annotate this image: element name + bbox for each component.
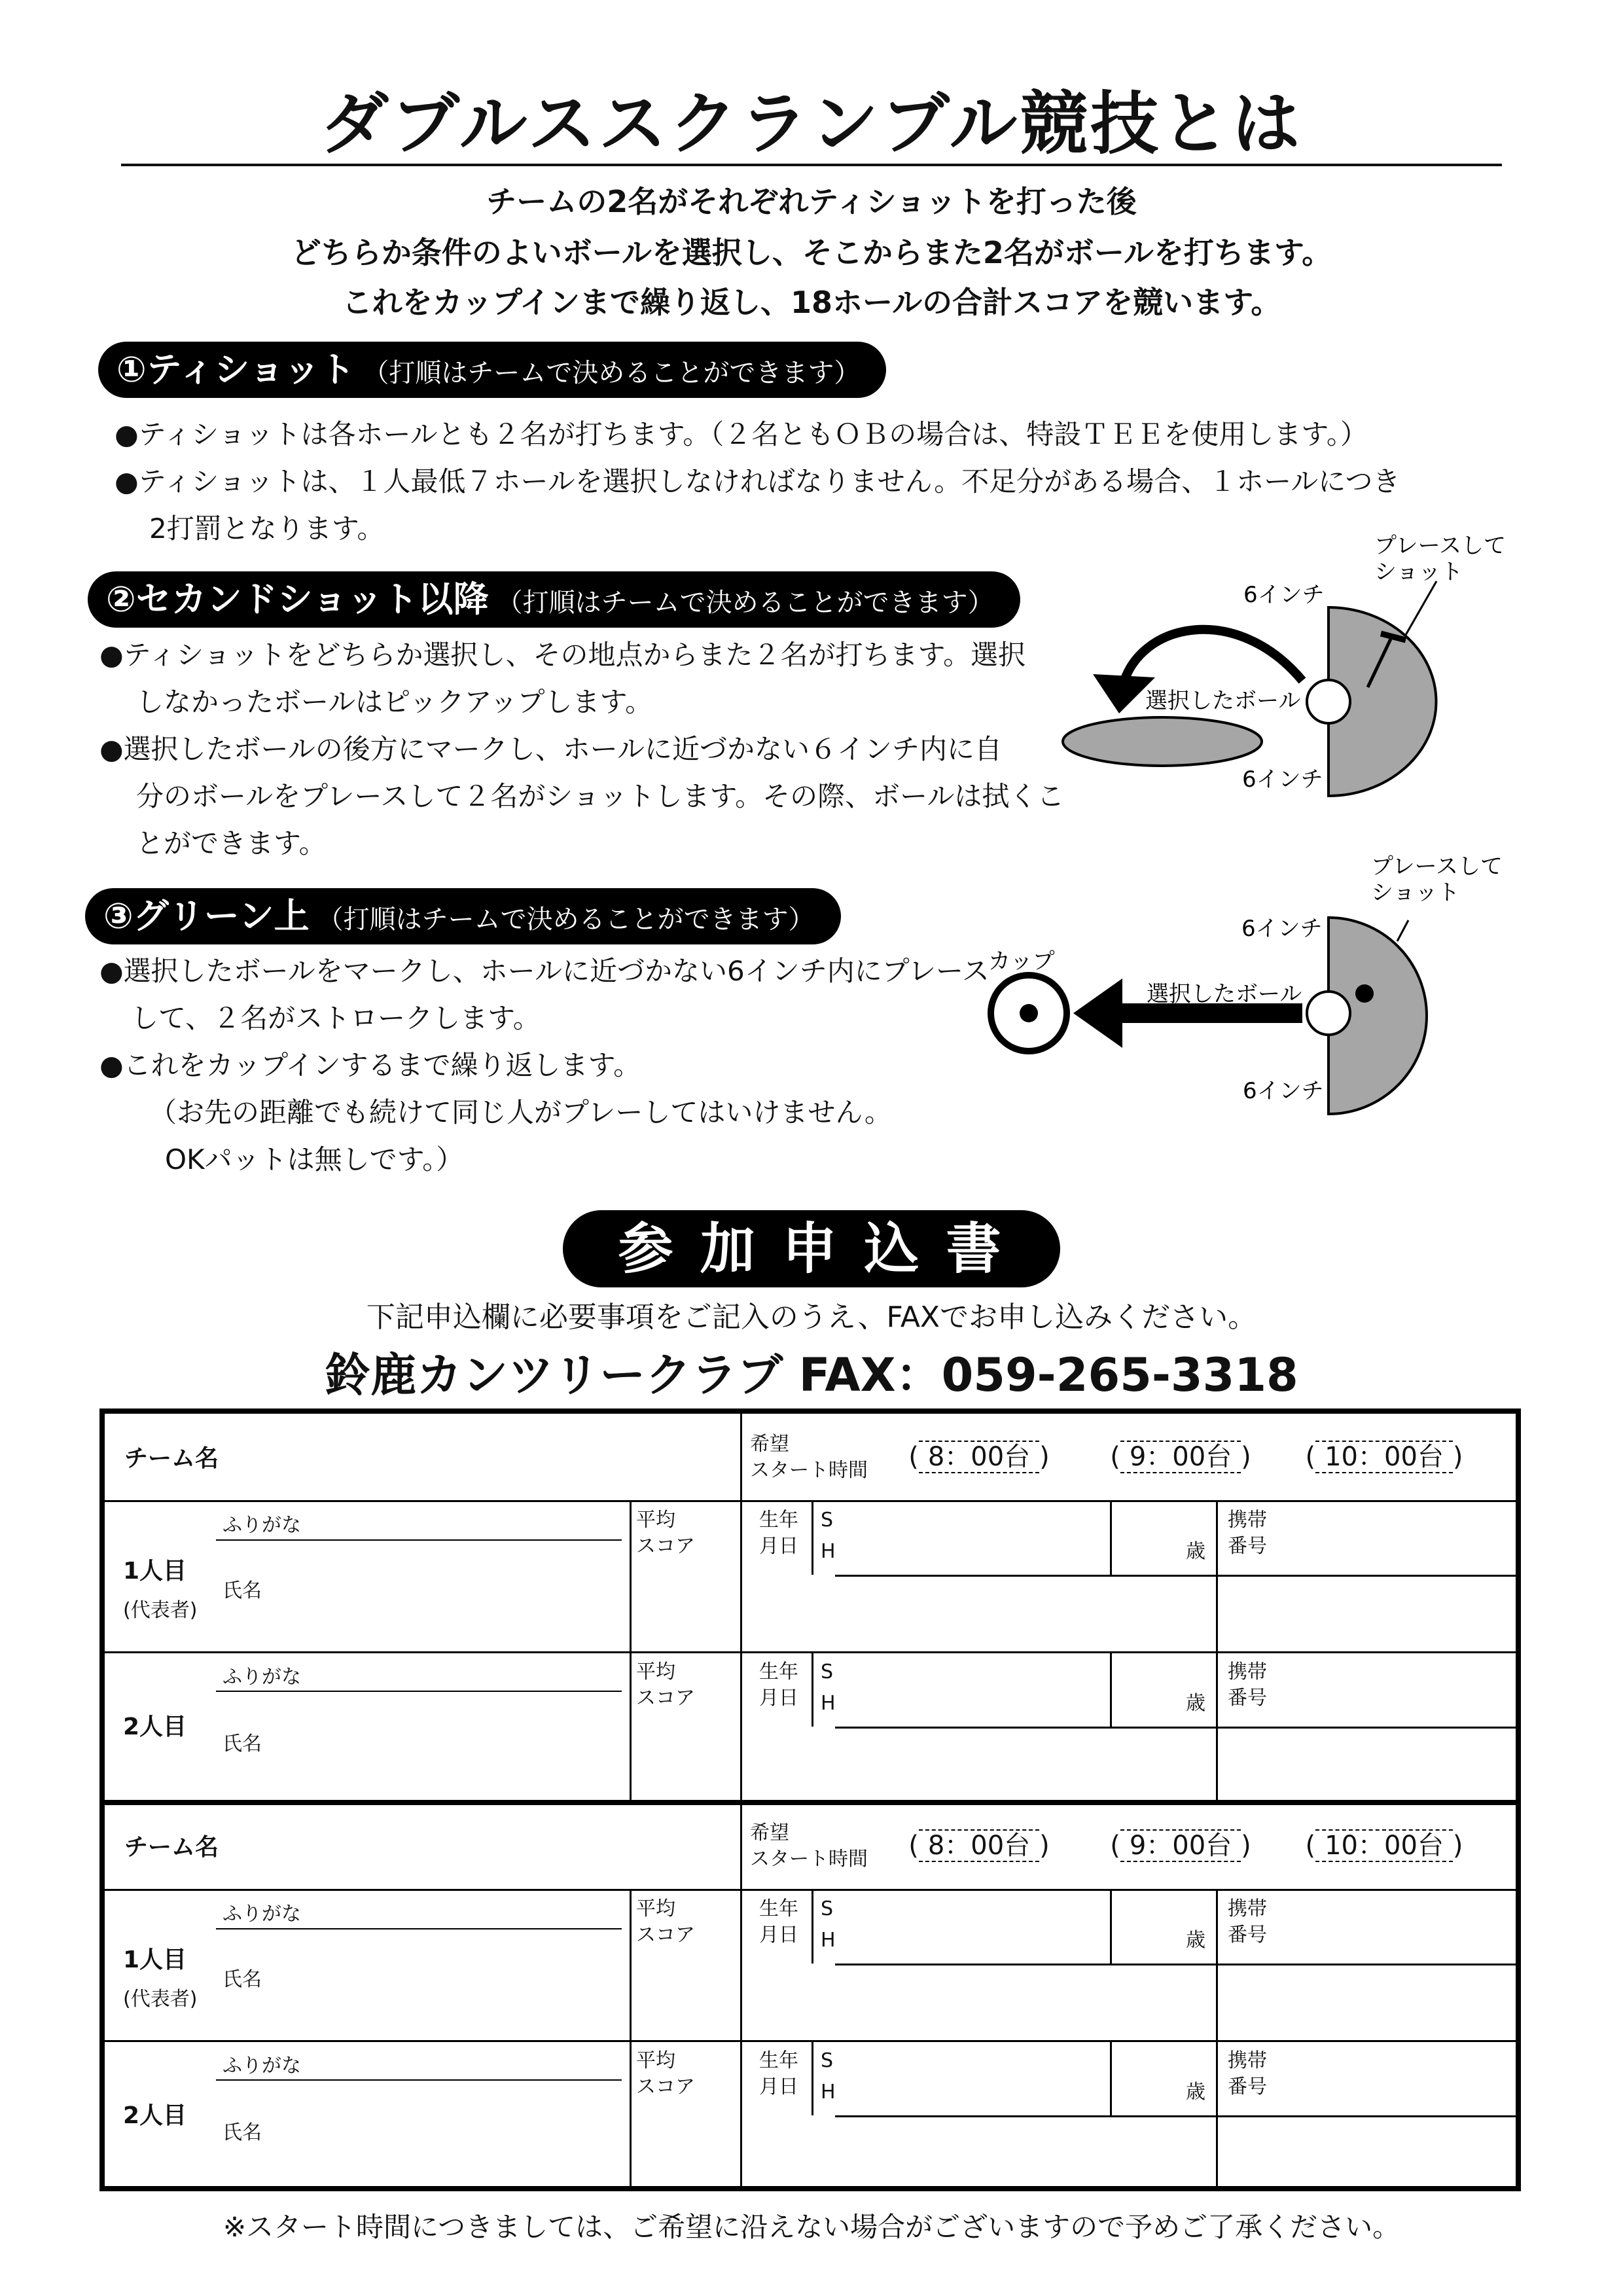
player-1-sub-label: (代表者) bbox=[123, 1988, 198, 2011]
intro-line-2: どちらか条件のよいボールを選択し、そこからまた2名がボールを打ちます。 bbox=[291, 235, 1332, 270]
furigana-label: ふりがな bbox=[223, 1514, 301, 1537]
col-divider bbox=[630, 1889, 632, 2186]
era-showa-label: S bbox=[821, 2049, 834, 2072]
cup-label: カップ bbox=[988, 948, 1055, 975]
start-time-option-9[interactable]: ( 9：00台 ) bbox=[1110, 1831, 1251, 1861]
mobile-label-1: 携帯 bbox=[1228, 2049, 1267, 2072]
six-inch-label-top: 6インチ bbox=[1243, 582, 1325, 608]
avg-score-label-1: 平均 bbox=[636, 1660, 675, 1683]
six-inch-label-bottom: 6インチ bbox=[1243, 1078, 1324, 1104]
col-divider bbox=[740, 1414, 742, 1803]
col-divider bbox=[812, 1651, 813, 1727]
start-time-option-10[interactable]: ( 10：00台 ) bbox=[1305, 1442, 1463, 1472]
start-time-option-label: 10：00台 bbox=[1315, 1829, 1453, 1862]
era-showa-label: S bbox=[821, 1897, 834, 1920]
team-name-label: チーム名 bbox=[124, 1834, 219, 1861]
birth-label-1: 生年 bbox=[759, 2049, 798, 2072]
furigana-label: ふりがな bbox=[223, 1903, 301, 1926]
start-time-label-1: 希望 bbox=[750, 1821, 789, 1844]
green-rule-1-cont: して、２名がストロークします。 bbox=[131, 1002, 541, 1034]
col-divider bbox=[812, 1889, 813, 1964]
green-rule-1: ●選択したボールをマークし、ホールに近づかない6インチ内にプレース bbox=[99, 955, 990, 987]
place-label-line-1: プレースして bbox=[1374, 533, 1506, 559]
mobile-label-2: 番号 bbox=[1228, 1535, 1267, 1558]
col-divider bbox=[1110, 2040, 1112, 2115]
section-heading-note: （打順はチームで決めることができます） bbox=[317, 905, 815, 935]
row-divider bbox=[835, 1964, 1516, 1965]
green-rule-note-2: OKパットは無しです。） bbox=[165, 1143, 464, 1175]
section-second-shot-heading bbox=[88, 571, 1020, 628]
birth-label-1: 生年 bbox=[759, 1509, 798, 1532]
page-title: ダブルススクランブル競技とは bbox=[320, 84, 1303, 164]
start-time-option-label: 9：00台 bbox=[1120, 1441, 1241, 1473]
mobile-label-1: 携帯 bbox=[1228, 1660, 1267, 1683]
tee-shot-rule-1: ●ティショットは各ホールとも２名が打ちます。（２名ともＯＢの場合は、特設ＴＥＥを使用します。） bbox=[115, 418, 1368, 450]
green-diagram bbox=[969, 844, 1544, 1132]
col-divider bbox=[1216, 2040, 1218, 2186]
player-1-label: 1人目 bbox=[123, 1946, 187, 1973]
birth-label-2: 月日 bbox=[759, 1687, 798, 1710]
team-name-field[interactable] bbox=[105, 1414, 733, 1500]
second-shot-rule-1-cont: しなかったボールはピックアップします。 bbox=[136, 686, 653, 718]
start-time-option-10[interactable]: ( 10：00台 ) bbox=[1305, 1831, 1463, 1861]
selected-ball-label: 選択したボール bbox=[1145, 688, 1301, 714]
section-heading-note: （打順はチームで決めることができます） bbox=[496, 588, 994, 618]
team-block-separator bbox=[105, 1800, 1516, 1805]
col-divider bbox=[630, 1500, 632, 1803]
furigana-label: ふりがな bbox=[223, 1666, 301, 1689]
mobile-label-1: 携帯 bbox=[1228, 1897, 1267, 1920]
era-showa-label: S bbox=[821, 1509, 834, 1532]
row-divider bbox=[105, 1500, 1516, 1502]
marker-dot-icon bbox=[1355, 984, 1374, 1003]
age-label: 歳 bbox=[1186, 1929, 1205, 1952]
avg-score-label-1: 平均 bbox=[636, 1897, 675, 1920]
second-shot-rule-2-cont2: とができます。 bbox=[136, 827, 327, 859]
player-2-label: 2人目 bbox=[123, 1713, 187, 1740]
furigana-label: ふりがな bbox=[223, 2054, 301, 2077]
second-shot-rule-1: ●ティショットをどちらか選択し、その地点からまた２名が打ちます。選択 bbox=[99, 639, 1026, 671]
putt-arrow-head-icon bbox=[1073, 978, 1122, 1048]
birth-label-2: 月日 bbox=[759, 1924, 798, 1946]
green-rule-note-1: （お先の距離でも続けて同じ人がプレーしてはいけません。 bbox=[149, 1096, 892, 1128]
avg-score-label-1: 平均 bbox=[636, 2049, 675, 2072]
birth-label-1: 生年 bbox=[759, 1897, 798, 1920]
title-divider bbox=[121, 164, 1502, 166]
start-time-option-label: 9：00台 bbox=[1120, 1829, 1241, 1862]
second-shot-diagram bbox=[1021, 524, 1544, 825]
col-divider bbox=[1110, 1889, 1112, 1964]
avg-score-label-1: 平均 bbox=[636, 1509, 675, 1532]
era-heisei-label: H bbox=[821, 1929, 836, 1952]
age-label: 歳 bbox=[1186, 2081, 1205, 2104]
era-heisei-label: H bbox=[821, 2081, 836, 2104]
avg-score-label-2: スコア bbox=[636, 1687, 695, 1710]
six-inch-label-top: 6インチ bbox=[1241, 916, 1323, 942]
start-time-option-8[interactable]: ( 8：00台 ) bbox=[908, 1442, 1050, 1472]
player-1-sub-label: (代表者) bbox=[123, 1599, 198, 1622]
start-time-option-label: 8：00台 bbox=[919, 1441, 1039, 1473]
col-divider bbox=[1216, 1889, 1218, 2040]
start-time-option-9[interactable]: ( 9：00台 ) bbox=[1110, 1442, 1251, 1472]
section-heading-text: ①ティショット bbox=[116, 349, 355, 390]
application-instructions: 下記申込欄に必要事項をご記入のうえ、FAXでお申し込みください。 bbox=[366, 1300, 1257, 1334]
place-label-line-2: ショット bbox=[1371, 880, 1460, 906]
name-label: 氏名 bbox=[223, 1732, 262, 1755]
col-divider bbox=[1110, 1500, 1112, 1575]
cup-center-icon bbox=[1020, 1004, 1038, 1022]
name-label: 氏名 bbox=[223, 2121, 262, 2144]
start-time-label-2: スタート時間 bbox=[750, 1848, 868, 1871]
previous-ball-lie-icon bbox=[1063, 717, 1262, 766]
col-divider bbox=[1216, 1651, 1218, 1803]
application-form-heading: 参 加 申 込 書 bbox=[563, 1210, 1060, 1287]
avg-score-label-2: スコア bbox=[636, 1924, 695, 1946]
row-divider bbox=[105, 1651, 1516, 1653]
row-divider bbox=[835, 2115, 1516, 2117]
col-divider bbox=[1216, 1500, 1218, 1651]
name-label: 氏名 bbox=[223, 1968, 262, 1991]
section-heading-text: ②セカンドショット以降 bbox=[106, 579, 489, 620]
application-form-table bbox=[99, 1408, 1521, 2191]
birth-label-2: 月日 bbox=[759, 1535, 798, 1558]
six-inch-label-bottom: 6インチ bbox=[1242, 766, 1323, 793]
mobile-label-1: 携帯 bbox=[1228, 1509, 1267, 1532]
second-shot-rule-2-cont: 分のボールをプレースして２名がショットします。その際、ボールは拭くこ bbox=[136, 780, 1065, 812]
row-divider bbox=[835, 1575, 1516, 1577]
selected-ball-icon bbox=[1307, 992, 1350, 1035]
avg-score-label-2: スコア bbox=[636, 1535, 695, 1558]
section-green-heading bbox=[85, 888, 841, 944]
birth-label-1: 生年 bbox=[759, 1660, 798, 1683]
fax-number-line: 鈴鹿カンツリークラブ FAX：059-265-3318 bbox=[325, 1348, 1298, 1402]
start-time-label-2: スタート時間 bbox=[750, 1459, 868, 1482]
row-divider bbox=[835, 1727, 1516, 1729]
intro-line-3: これをカップインまで繰り返し、18ホールの合計スコアを競います。 bbox=[342, 285, 1281, 320]
start-time-option-8[interactable]: ( 8：00台 ) bbox=[908, 1831, 1050, 1861]
place-label-pointer bbox=[1406, 581, 1436, 635]
place-label-pointer bbox=[1397, 920, 1408, 941]
player-2-label: 2人目 bbox=[123, 2102, 187, 2129]
team-name-field[interactable] bbox=[105, 1805, 733, 1889]
name-label: 氏名 bbox=[223, 1579, 262, 1602]
team-name-label: チーム名 bbox=[124, 1445, 219, 1472]
section-heading-text: ③グリーン上 bbox=[103, 895, 310, 937]
birth-label-2: 月日 bbox=[759, 2075, 798, 2098]
place-label-line-2: ショット bbox=[1374, 559, 1463, 585]
mobile-label-2: 番号 bbox=[1228, 1924, 1267, 1946]
avg-score-label-2: スコア bbox=[636, 2075, 695, 2098]
section-tee-shot-heading bbox=[98, 342, 886, 398]
player-1-label: 1人目 bbox=[123, 1558, 187, 1585]
furigana-underline bbox=[216, 1539, 622, 1541]
selected-ball-label: 選択したボール bbox=[1147, 981, 1302, 1007]
intro-line-1: チームの2名がそれぞれティショットを打った後 bbox=[486, 184, 1137, 219]
second-shot-rule-2: ●選択したボールの後方にマークし、ホールに近づかない６インチ内に自 bbox=[99, 733, 1002, 765]
era-showa-label: S bbox=[821, 1660, 834, 1683]
col-divider bbox=[812, 2040, 813, 2115]
start-time-label-1: 希望 bbox=[750, 1433, 789, 1456]
row-divider bbox=[105, 1889, 1516, 1891]
era-heisei-label: H bbox=[821, 1540, 836, 1563]
green-rule-2: ●これをカップインするまで繰り返します。 bbox=[99, 1049, 641, 1081]
start-time-option-label: 10：00台 bbox=[1315, 1441, 1453, 1473]
col-divider bbox=[740, 1805, 742, 2186]
era-heisei-label: H bbox=[821, 1692, 836, 1715]
mobile-label-2: 番号 bbox=[1228, 1687, 1267, 1710]
age-label: 歳 bbox=[1186, 1540, 1205, 1563]
furigana-underline bbox=[216, 1928, 622, 1929]
col-divider bbox=[1110, 1651, 1112, 1727]
footnote: ※スタート時間につきましては、ご希望に沿えない場合がございますので予めご了承ください。 bbox=[223, 2211, 1400, 2243]
section-heading-note: （打順はチームで決めることができます） bbox=[363, 358, 861, 388]
row-divider bbox=[105, 2040, 1516, 2042]
selected-ball-icon bbox=[1307, 680, 1350, 723]
col-divider bbox=[812, 1500, 813, 1575]
place-label-line-1: プレースして bbox=[1371, 853, 1503, 880]
mobile-label-2: 番号 bbox=[1228, 2075, 1267, 2098]
age-label: 歳 bbox=[1186, 1692, 1205, 1715]
tee-shot-rule-2-cont: 2打罰となります。 bbox=[149, 512, 385, 545]
start-time-option-label: 8：00台 bbox=[919, 1829, 1039, 1862]
tee-shot-rule-2: ●ティショットは、１人最低７ホールを選択しなければなりません。不足分がある場合、１ホールにつき bbox=[115, 465, 1400, 497]
